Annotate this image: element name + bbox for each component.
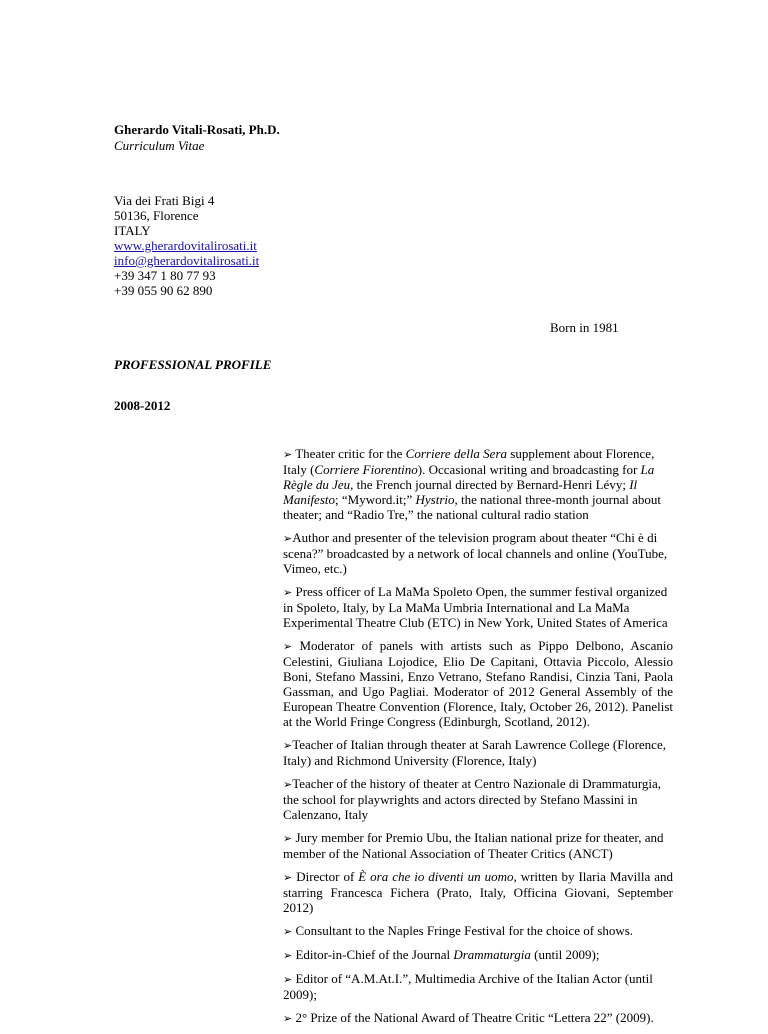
city-address: 50136, Florence (114, 208, 199, 223)
list-item: ➢Teacher of Italian through theater at Sarah Lawrence College (Florence, Italy) and Richmond University (Florence, Italy) (283, 737, 666, 768)
arrow-bullet-icon: ➢ (283, 832, 293, 845)
arrow-bullet-icon: ➢ (283, 973, 293, 986)
arrow-bullet-icon: ➢ (283, 925, 293, 938)
arrow-bullet-icon: ➢ (283, 1012, 293, 1025)
profile-list (283, 446, 673, 1034)
list-item: ➢ Theater critic for the Corriere della Sera supplement about Florence, Italy (Corriere Fiorentino). Occasional writing and broadcasting for La Règle du Jeu, the French journal directed by Bernard-Henri Lévy; Il Manifesto; “Myword.it;” Hystrio, the national three-month journal about theater; and “Radio Tre,” the national cultural radio station (283, 446, 662, 522)
list-item: ➢ Consultant to the Naples Fringe Festival for the choice of shows. (283, 923, 634, 938)
period-label: 2008-2012 (114, 398, 171, 413)
list-item: ➢Teacher of the history of theater at Centro Nazionale di Drammaturgia, the school for playwrights and actors directed by Stefano Massini in Calenzano, Italy (283, 776, 662, 822)
phone-landline: +39 055 90 62 890 (114, 283, 213, 298)
document-subtitle: Curriculum Vitae (114, 138, 205, 153)
list-item: ➢ 2° Prize of the National Award of Theatre Critic “Lettera 22” (2009). (283, 1010, 654, 1025)
arrow-bullet-icon: ➢ (283, 448, 293, 461)
street-address: Via dei Frati Bigi 4 (114, 193, 215, 208)
arrow-bullet-icon: ➢ (283, 871, 293, 884)
arrow-bullet-icon: ➢ (283, 739, 293, 752)
list-item: ➢ Editor of “A.M.At.I.”, Multimedia Archive of the Italian Actor (until 2009); (283, 971, 653, 1002)
phone-mobile: +39 347 1 80 77 93 (114, 268, 216, 283)
list-item: ➢ Moderator of panels with artists such as Pippo Delbono, Ascanio Celestini, Giuliana Lojodice, Elio De Capitani, Ottavia Piccolo, Alessio Boni, Stefano Massini, Enzo Vetrano, Stefano Randisi, Cinzia Tani, Paola Gassman, and Ugo Pagliai. Moderator of 2012 General Assembly of the European Theatre Convention (Florence, Italy, October 26, 2012). Panelist at the World Fringe Congress (Edinburgh, Scotland, 2012). (283, 638, 673, 729)
arrow-bullet-icon: ➢ (283, 532, 293, 545)
arrow-bullet-icon: ➢ (283, 778, 293, 791)
birth-year: Born in 1981 (550, 320, 619, 335)
country: ITALY (114, 223, 151, 238)
list-item: ➢Author and presenter of the television program about theater “Chi è di scena?” broadcasted by a network of local channels and online (YouTube, Vimeo, etc.) (283, 530, 668, 576)
list-item: ➢ Editor-in-Chief of the Journal Drammaturgia (until 2009); (283, 947, 600, 962)
contact-block (114, 193, 259, 298)
arrow-bullet-icon: ➢ (283, 586, 293, 599)
list-item: ➢ Press officer of La MaMa Spoleto Open, the summer festival organized in Spoleto, Italy, by La MaMa Umbria International and La MaMa Experimental Theatre Club (ETC) in New York, United States of America (283, 584, 668, 630)
website-link[interactable]: www.gherardovitalirosati.it (114, 238, 257, 253)
author-name: Gherardo Vitali-Rosati, Ph.D. (114, 122, 280, 137)
arrow-bullet-icon: ➢ (283, 640, 293, 653)
list-item: ➢ Director of È ora che io diventi un uomo, written by Ilaria Mavilla and starring Francesca Fichera (Prato, Italy, Officina Giovani, September 2012) (283, 869, 674, 915)
section-title: PROFESSIONAL PROFILE (114, 357, 272, 372)
list-item: ➢ Jury member for Premio Ubu, the Italian national prize for theater, and member of the National Association of Theater Critics (ANCT) (283, 830, 664, 861)
arrow-bullet-icon: ➢ (283, 949, 293, 962)
email-link[interactable]: info@gherardovitalirosati.it (114, 253, 260, 268)
